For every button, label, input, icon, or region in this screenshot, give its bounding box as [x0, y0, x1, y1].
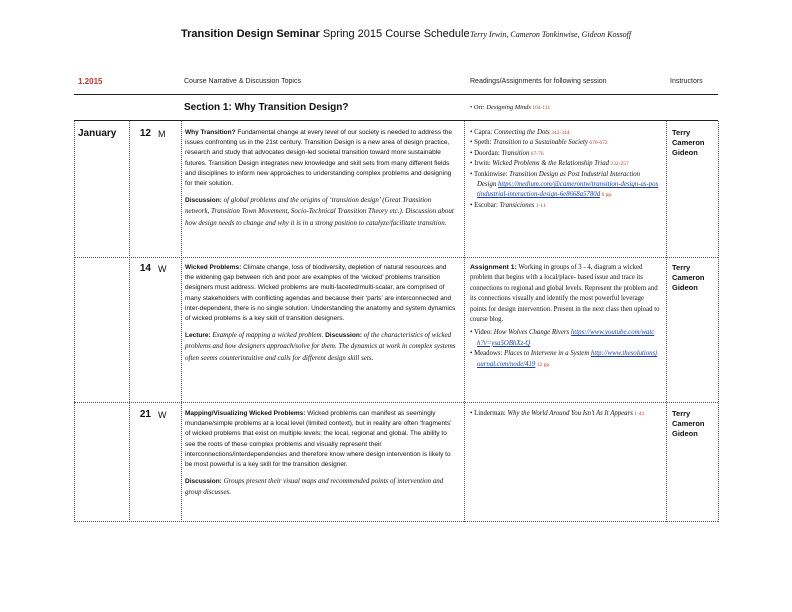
session-description [185, 128, 457, 235]
grid-line [666, 121, 667, 522]
session-weekday: W [158, 264, 167, 274]
assignment-label: Assignment 1: [470, 264, 517, 271]
section-pre-reading [470, 104, 550, 111]
session-instructors [672, 128, 752, 158]
instructor-name: Cameron [672, 419, 705, 428]
reading-item: • Linderman: Why the World Around You Isn’t As It Appears 1-41 [470, 410, 645, 417]
reading-item: • Irwin: Wicked Problems & the Relationship Triad 232-257 [470, 160, 629, 168]
row-divider [74, 521, 718, 522]
topic-text: Climate change, loss of biodiversity, depletion of natural resources and the widening gap between rich and poor are examples of the ‘wicked’ problems transition designers must address. Wicked problems are multi-faceted/multi-scalar, are comprised of many stakeholders with conflicting agendas and because their ‘parts’ are interconnected and inter-dependent, there is no single solution. Understanding the anatomy and system dynamics of wicked problems is a key skill of transition designers. [185, 264, 456, 323]
topic-title: Mapping/Visualizing Wicked Problems: [185, 410, 306, 417]
discussion-label: Discussion: [325, 332, 362, 340]
instructor-name: Cameron [672, 273, 705, 282]
pre-reading-pages: 104-111 [530, 105, 551, 111]
session-description [185, 409, 457, 505]
reading-item: • Capra: Connecting the Dots 342-344 [470, 129, 570, 136]
grid-line [718, 121, 719, 522]
session-instructors [672, 263, 752, 293]
pre-reading-author: • Orr: [470, 104, 487, 111]
column-header-readings: Readings/Assignments for following session [470, 78, 607, 85]
discussion-text: of global problems and the origins of ‘transition design’ (Great Transition network, Transition Town Movement, Socio-Technical Transition Theory etc.). Discussion about how design needs to change and why it is in a strong position to catalyze/facilitate transition. [185, 196, 454, 227]
instructor-name: Terry [672, 263, 691, 272]
discussion-text: of the characteristics of wicked problems and how designers approach/solve for them. The dynamics at work in complex systems often seems counterintuitive and calls for different design skill sets. [185, 331, 456, 362]
section-divider [74, 120, 718, 121]
pre-reading-title: Designing Minds [486, 104, 531, 111]
session-day: 14 [139, 263, 151, 274]
session-readings [470, 263, 660, 370]
grid-line [464, 121, 465, 522]
section-date: 1.2015 [78, 77, 103, 86]
document-title [181, 28, 470, 40]
authors: Terry Irwin, Cameron Tonkinwise, Gideon Kossoff [470, 30, 632, 39]
instructor-name: Terry [672, 128, 691, 137]
month-label: January [78, 128, 117, 139]
reading-item: • Escobar: Transiciones 1-11 [470, 201, 546, 209]
reading-item: • Speth: Transition to a Sustainable Society 670-672 [470, 139, 608, 147]
session-weekday: W [158, 410, 167, 420]
reading-link[interactable]: http://www.thesolutionsjournal.com/node/419 [477, 350, 658, 368]
instructor-name: Gideon [672, 429, 698, 438]
reading-item: • Tonkinwise: Transition Design as Post Industrial Interaction Design https://medium.com/@camerontw/transition-design-as-postindustrial-interaction-design-6e8668a5780d 6 pp. [470, 170, 659, 199]
topic-text: Wicked problems can manifest as seemingly mundane/simple problems at a local level (limited context), but in reality are often ‘fragments’ of wicked problems that exist on multiple levels; the local, regional and global. The ability to see the roots of these complex problems and visually represent their interconnections/interdependencies and therefore know where design intervention is likely to be most powerful is a key skill for the transition designer. [185, 410, 452, 469]
reading-item: • Meadows: Places to Intervene in a System http://www.thesolutionsjournal.com/node/419 12 pp. [470, 350, 658, 368]
session-readings [470, 409, 660, 419]
instructor-name: Terry [672, 409, 691, 418]
grid-line [181, 121, 182, 522]
session-description [185, 263, 457, 370]
assignment [470, 263, 660, 325]
reading-item: • Video: How Wolves Change Rivers https://www.youtube.com/watch?v=ysa5OBhXz-Q [470, 329, 655, 347]
reading-link[interactable]: https://medium.com/@camerontw/transition-design-as-postindustrial-interaction-design-6e8668a5780d [477, 181, 659, 199]
reading-item: • Doordan: Transition 67-76 [470, 149, 544, 157]
section-title: Section 1: Why Transition Design? [184, 102, 349, 113]
topic-title: Why Transition? [185, 129, 236, 136]
reading-link[interactable]: https://www.youtube.com/watch?v=ysa5OBhXz-Q [477, 329, 655, 347]
row-divider [74, 402, 718, 403]
topic-text: Fundamental change at every level of our society is needed to address the issues confronting us in the 21st century. Transition Design is a new area of design practice, research and study that advocates design-led societal transition toward more sustainable futures. Transition Design integrates new knowledge and skill sets from many different fields and disciplines to inform new approaches to understanding complex problems and designing for their solution. [185, 129, 452, 188]
session-instructors [672, 409, 752, 439]
session-weekday: M [158, 129, 166, 139]
discussion-label: Discussion: [185, 197, 222, 205]
lecture-label: Lecture: [185, 332, 211, 340]
column-header-narrative: Course Narrative & Discussion Topics [184, 78, 301, 85]
assignment-text: Working in groups of 3 - 4, diagram a wicked problem that begins with a local/place- based issue and trace its connections to regional and global levels. Represent the problem and its connections visually and identify the most powerful leverage points for design intervention. Present in the next class then upload to course blog. [470, 264, 660, 324]
instructor-name: Cameron [672, 138, 705, 147]
header-divider [74, 94, 718, 95]
title-rest: Spring 2015 Course Schedule [319, 28, 470, 40]
row-divider [74, 257, 718, 258]
session-readings [470, 128, 660, 211]
title-bold: Transition Design Seminar [181, 28, 320, 40]
column-header-instructors: Instructors [670, 78, 703, 85]
instructor-name: Gideon [672, 148, 698, 157]
lecture-text: Example of mapping a wicked problem. [210, 331, 326, 340]
instructor-name: Gideon [672, 283, 698, 292]
discussion-text: Groups present their visual maps and recommended points of intervention and group discusses. [185, 477, 444, 497]
grid-line [74, 121, 75, 522]
discussion-label: Discussion: [185, 478, 222, 486]
topic-title: Wicked Problems: [185, 264, 242, 271]
session-day: 21 [139, 409, 151, 420]
session-day: 12 [139, 128, 151, 139]
grid-line [129, 121, 130, 522]
